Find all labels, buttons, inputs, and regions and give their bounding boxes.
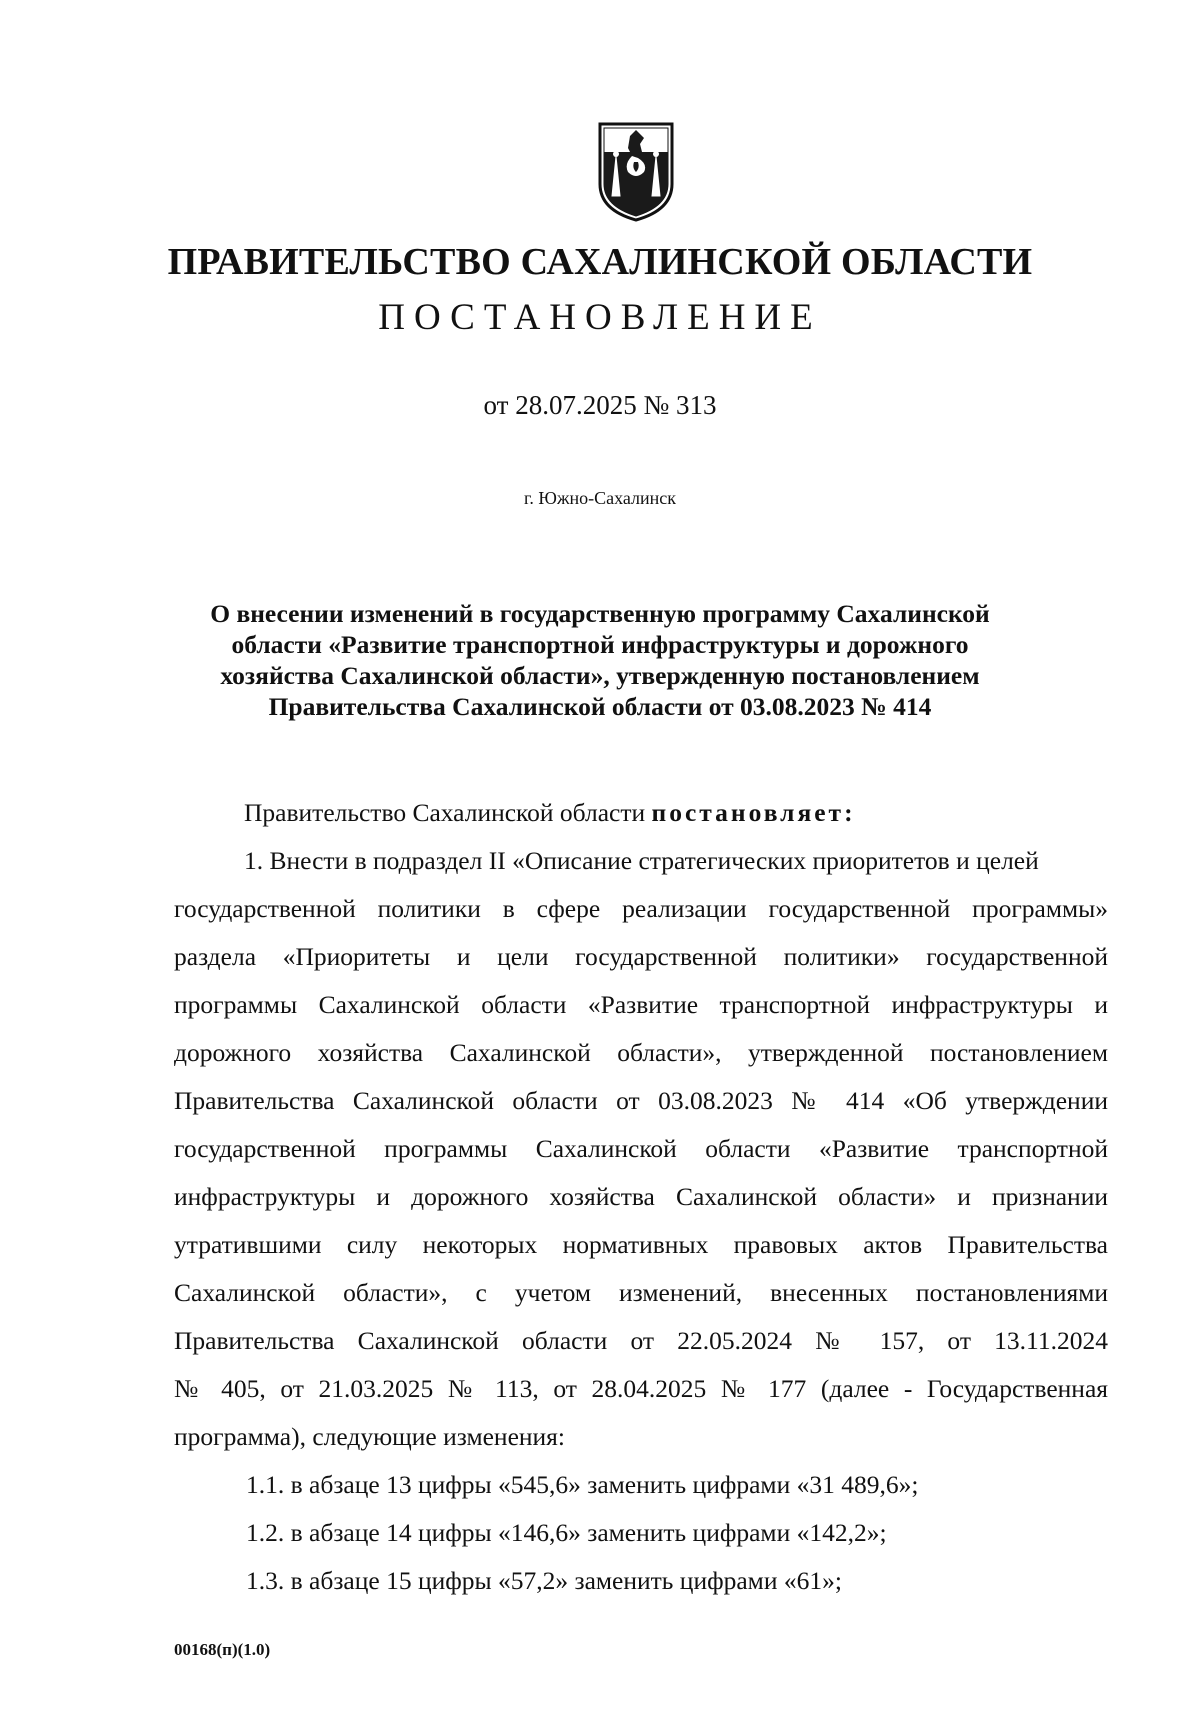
item-1-line: 1. Внести в подраздел II «Описание стратегических приоритетов и целей [244,846,1039,875]
item-1-line: утратившими силу некоторых нормативных правовых актов Правительства [174,1230,1108,1259]
item-1-line: дорожного хозяйства Сахалинской области», утвержденной постановлением [174,1038,1108,1067]
subitem-1-2: 1.2. в абзаце 14 цифры «146,6» заменить цифрами «142,2»; [246,1518,887,1547]
item-1-line: программы Сахалинской области «Развитие транспортной инфраструктуры и [174,990,1108,1019]
item-1-line: программа), следующие изменения: [174,1422,565,1451]
item-1-line: государственной программы Сахалинской области «Развитие транспортной [174,1134,1108,1163]
document-city: г. Южно-Сахалинск [523,488,677,508]
item-1-line: инфраструктуры и дорожного хозяйства Сахалинской области» и признании [174,1182,1108,1211]
subitem-1-3: 1.3. в абзаце 15 цифры «57,2» заменить цифрами «61»; [246,1566,842,1595]
subject-line: Правительства Сахалинской области от 03.08.2023 № 414 [268,692,932,721]
subject-line: области «Развитие транспортной инфраструктуры и дорожного [231,630,969,659]
item-1-line: Правительства Сахалинской области от 22.05.2024 № 157, от 13.11.2024 [174,1326,1108,1355]
subject-line: О внесении изменений в государственную программу Сахалинской [210,599,990,628]
coat-of-arms-icon [594,122,678,222]
form-code: 00168(п)(1.0) [174,1640,271,1659]
preamble-text: Правительство Сахалинской области [244,798,646,827]
document-date-number: от 28.07.2025 № 313 [483,390,717,420]
subject-line: хозяйства Сахалинской области», утвержденную постановлением [220,661,980,690]
item-1-line: № 405, от 21.03.2025 № 113, от 28.04.2025 № 177 (далее - Государственная [174,1374,1108,1403]
subitem-1-1: 1.1. в абзаце 13 цифры «545,6» заменить цифрами «31 489,6»; [246,1470,919,1499]
preamble-verb: постановляет: [651,798,856,827]
document-type: ПОСТАНОВЛЕНИЕ [378,297,822,338]
government-title: ПРАВИТЕЛЬСТВО САХАЛИНСКОЙ ОБЛАСТИ [167,241,1033,283]
item-1-line: раздела «Приоритеты и цели государственной политики» государственной [174,942,1108,971]
item-1-line: Сахалинской области», с учетом изменений, внесенных постановлениями [174,1278,1108,1307]
preamble [244,798,856,828]
document-subject [180,598,1020,722]
item-1-line: государственной политики в сфере реализации государственной программы» [174,894,1108,923]
item-1-line: Правительства Сахалинской области от 03.08.2023 № 414 «Об утверждении [174,1086,1108,1115]
